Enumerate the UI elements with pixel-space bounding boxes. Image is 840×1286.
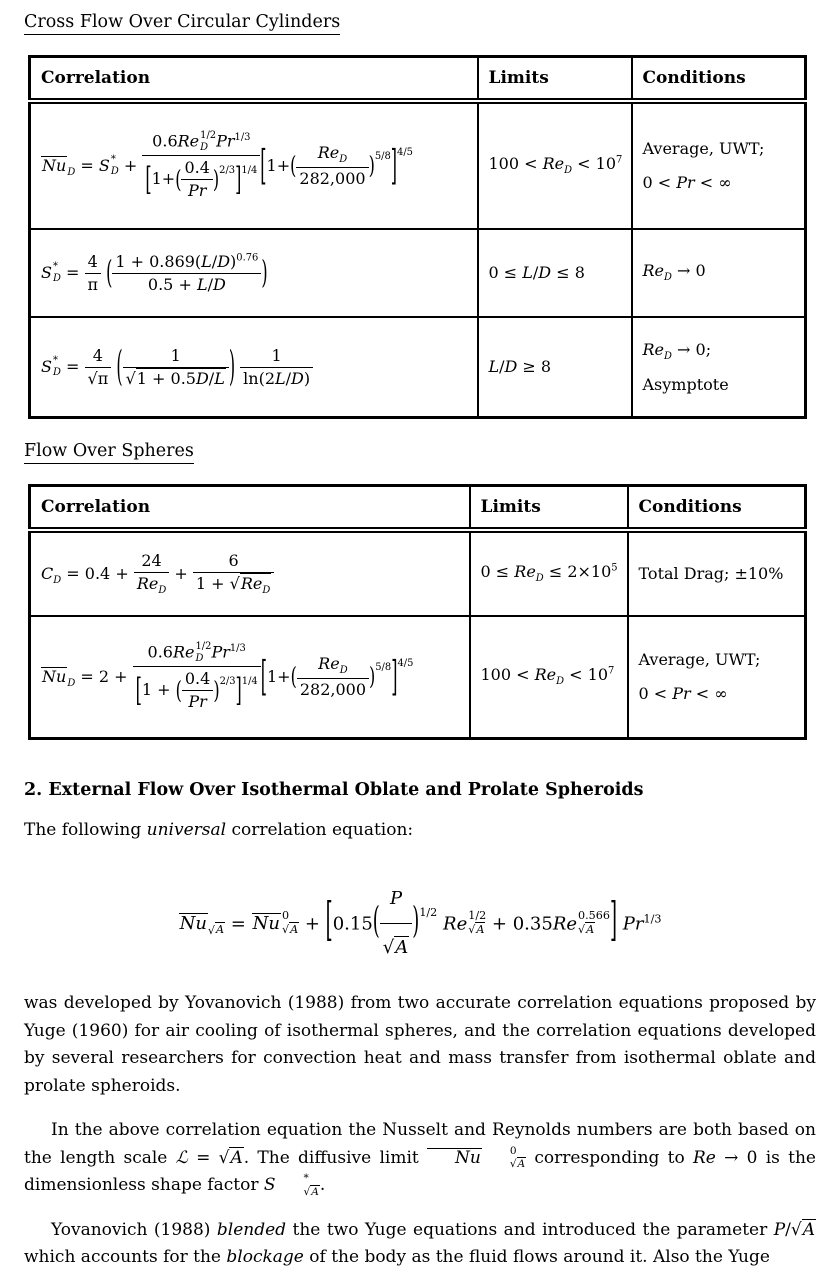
table-row	[30, 229, 806, 317]
table-row	[30, 101, 806, 229]
header-conditions: Conditions	[628, 486, 806, 531]
correlation-cell: $Nu_D = S$ * D + 0.6Re 1/2 D $Pr^{1/3}$ [1+( $\frac{0.4}{Pr}$ )$^{2/3}$]$^{1/4}$ [1+( $\frac{Re_D}{282,000}$ )$^{5/8}$]$^{4/5}$	[30, 101, 478, 229]
header-limits: Limits	[478, 57, 632, 102]
limits-cell: 0 ≤ L/D ≤ 8	[478, 229, 632, 317]
paragraph-1: was developed by Yovanovich (1988) from two accurate correlation equations proposed by Yuge (1960) for air cooling of isothermal spheres, and the correlation equations developed by several researchers for convection heat and mass transfer from isothermal oblate and prolate spheroids.	[24, 993, 816, 1096]
table-row	[30, 317, 806, 418]
header-conditions: Conditions	[632, 57, 806, 102]
limits-cell: $100 < Re_D < 10^7$	[470, 616, 628, 739]
correlation-cell: S * D = $\frac{4}{\pi}$ ( $\frac{1 + 0.869(L/D)^{0.76}}{0.5 + L/D}$ )	[30, 229, 478, 317]
table-row	[30, 616, 806, 739]
correlation-cell: $Nu_D = 2$ + 0.6Re 1/2 D $Pr^{1/3}$ [1 + ( $\frac{0.4}{Pr}$ )$^{2/3}$]$^{1/4}$ [1+( $\frac{Re_D}{282,000}$ )$^{5/8}$]$^{4/5}$	[30, 616, 470, 739]
header-correlation: Correlation	[30, 57, 478, 102]
paragraph-2: In the above correlation equation the Nusselt and Reynolds numbers are both based on the length scale ℒ = √A. The diffusive limit Nu 0 √A corresponding to Re → 0 is the dimensionless shape factor S * √A .	[24, 1120, 816, 1198]
conditions-cell: $Re_D \to 0$; Asymptote	[632, 317, 806, 418]
spheres-table-header-row	[30, 486, 806, 531]
cylinders-table	[28, 55, 807, 419]
equation-display: $Nu_{√A} = Nu$ 0 √A + [0.15( $\frac{P}{√A}$ )$^{1/2}$ Re 1/2 √A + 0.35Re 0.566 √A ] $Pr^{1/3}$	[24, 875, 816, 974]
intro-line: The following universal correlation equation:	[24, 820, 414, 840]
limits-cell: $0 \le Re_D \le 2\times 10^5$	[470, 530, 628, 616]
limits-cell: L/D ≥ 8	[478, 317, 632, 418]
cylinders-table-header-row	[30, 57, 806, 102]
correlation-cell: $C_D = 0.4$ + $\frac{24}{Re_D}$ + $\frac{6}{1 + √Re_D}$	[30, 530, 470, 616]
section-title-cylinders: Cross Flow Over Circular Cylinders	[24, 12, 340, 35]
conditions-cell: Average, UWT; 0 < Pr < ∞	[632, 101, 806, 229]
section-heading-spheroids: 2. External Flow Over Isothermal Oblate and Prolate Spheroids	[24, 780, 644, 800]
section-title-spheres-wrap	[24, 441, 816, 464]
spheres-table	[28, 484, 807, 740]
section-title-cylinders-wrap	[24, 12, 816, 35]
conditions-cell: Average, UWT; 0 < Pr < ∞	[628, 616, 806, 739]
conditions-cell: Total Drag; ±10%	[628, 530, 806, 616]
paragraph-3: Yovanovich (1988) blended the two Yuge equations and introduced the parameter P/√A which accounts for the blockage of the body as the fluid flows around it. Also the Yuge	[24, 1219, 816, 1268]
table-row	[30, 530, 806, 616]
header-correlation: Correlation	[30, 486, 470, 531]
correlation-cell: S * D = $\frac{4}{√\pi}$ ( $\frac{1}{√1 + 0.5D/L}$ ) $\frac{1}{\ln(2L/D)}$	[30, 317, 478, 418]
limits-cell: $100 < Re_D < 10^7$	[478, 101, 632, 229]
header-limits: Limits	[470, 486, 628, 531]
section-title-spheres: Flow Over Spheres	[24, 441, 194, 464]
conditions-cell: $Re_D \to 0$	[632, 229, 806, 317]
